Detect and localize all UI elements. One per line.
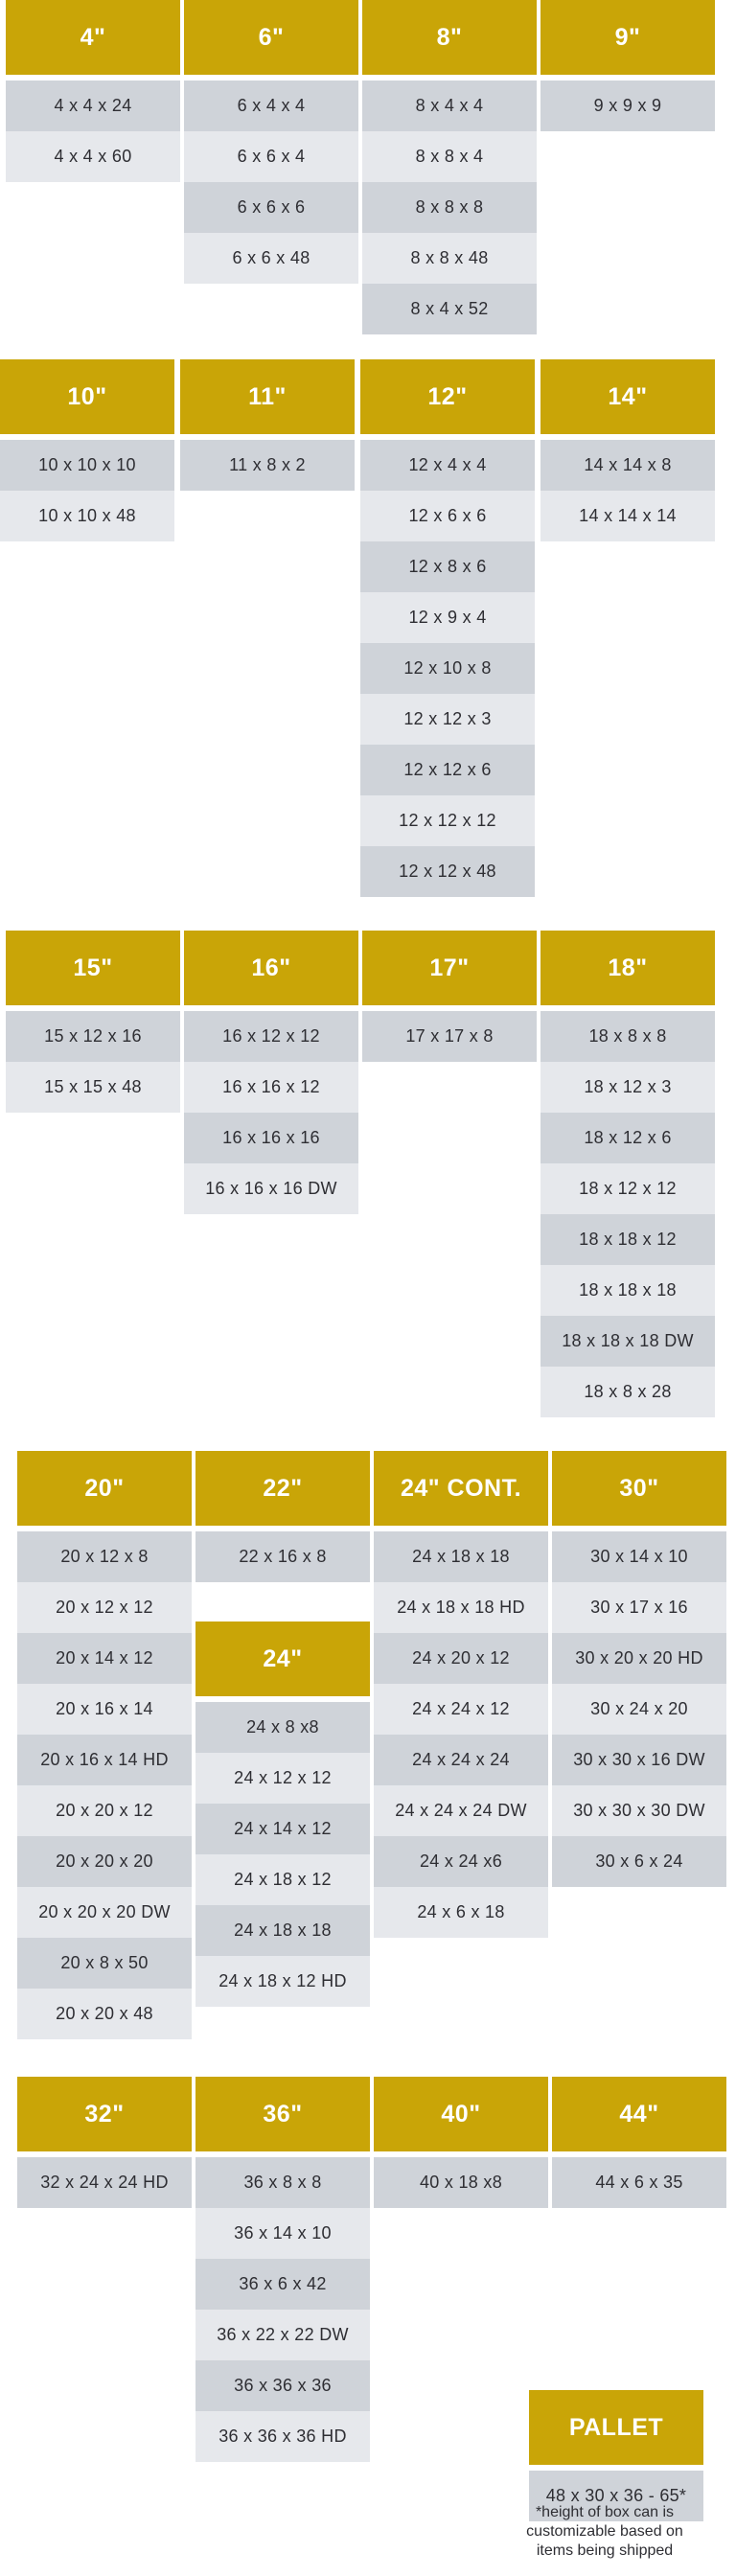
box-size-item: 18 x 12 x 12 [540, 1163, 715, 1214]
size-header: 32" [17, 2077, 192, 2151]
size-header: 8" [362, 0, 537, 75]
box-size-item: 24 x 24 x 24 [374, 1735, 548, 1785]
box-size-item: 20 x 20 x 20 DW [17, 1887, 192, 1938]
box-size-item: 24 x 18 x 12 [196, 1854, 370, 1905]
box-size-item: 15 x 15 x 48 [6, 1062, 180, 1113]
size-group-16 [184, 931, 358, 1214]
size-group-22 [196, 1451, 370, 1582]
box-size-item: 17 x 17 x 8 [362, 1011, 537, 1062]
box-size-item: 18 x 12 x 3 [540, 1062, 715, 1113]
size-header: 24" CONT. [374, 1451, 548, 1526]
box-size-item: 11 x 8 x 2 [180, 440, 355, 491]
box-size-item: 30 x 6 x 24 [552, 1836, 726, 1887]
size-header: 40" [374, 2077, 548, 2151]
box-size-item: 24 x 18 x 18 [374, 1531, 548, 1582]
size-group-44 [552, 2077, 726, 2208]
box-size-item: 30 x 20 x 20 HD [552, 1633, 726, 1684]
size-group-4 [6, 0, 180, 182]
size-group-14 [540, 359, 715, 541]
size-group-24-cont [374, 1451, 548, 1938]
box-size-item: 12 x 12 x 3 [360, 694, 535, 745]
box-size-item: 20 x 20 x 48 [17, 1989, 192, 2039]
size-header: 18" [540, 931, 715, 1005]
box-size-item: 24 x 12 x 12 [196, 1753, 370, 1804]
box-size-item: 4 x 4 x 60 [6, 131, 180, 182]
box-size-item: 30 x 24 x 20 [552, 1684, 726, 1735]
box-size-item: 48 x 30 x 36 - 65* [529, 2471, 703, 2521]
box-size-item: 12 x 12 x 6 [360, 745, 535, 795]
box-size-item: 18 x 18 x 18 DW [540, 1316, 715, 1367]
box-size-item: 24 x 18 x 12 HD [196, 1956, 370, 2007]
box-size-item: 8 x 8 x 4 [362, 131, 537, 182]
box-size-item: 14 x 14 x 8 [540, 440, 715, 491]
box-size-item: 20 x 14 x 12 [17, 1633, 192, 1684]
box-size-item: 36 x 8 x 8 [196, 2157, 370, 2208]
size-group-18 [540, 931, 715, 1417]
box-size-item: 18 x 12 x 6 [540, 1113, 715, 1163]
box-size-item: 20 x 12 x 8 [17, 1531, 192, 1582]
size-header: 10" [0, 359, 174, 434]
box-size-item: 6 x 4 x 4 [184, 80, 358, 131]
box-size-item: 8 x 4 x 4 [362, 80, 537, 131]
box-size-item: 30 x 30 x 30 DW [552, 1785, 726, 1836]
size-group-8 [362, 0, 537, 334]
size-group-15 [6, 931, 180, 1113]
box-size-item: 36 x 36 x 36 HD [196, 2411, 370, 2462]
size-header: 20" [17, 1451, 192, 1526]
box-size-item: 18 x 8 x 28 [540, 1367, 715, 1417]
box-size-item: 8 x 8 x 8 [362, 182, 537, 233]
size-group-17 [362, 931, 537, 1062]
size-group-10 [0, 359, 174, 541]
size-header: 36" [196, 2077, 370, 2151]
box-size-item: 20 x 20 x 12 [17, 1785, 192, 1836]
box-size-item: 24 x 18 x 18 HD [374, 1582, 548, 1633]
box-size-item: 30 x 14 x 10 [552, 1531, 726, 1582]
size-header: 11" [180, 359, 355, 434]
box-size-item: 8 x 4 x 52 [362, 284, 537, 334]
box-size-item: 6 x 6 x 4 [184, 131, 358, 182]
box-size-item: 36 x 6 x 42 [196, 2259, 370, 2310]
size-header: 44" [552, 2077, 726, 2151]
size-header: 30" [552, 1451, 726, 1526]
size-header: 16" [184, 931, 358, 1005]
box-size-item: 20 x 16 x 14 [17, 1684, 192, 1735]
size-header: 9" [540, 0, 715, 75]
box-size-item: 18 x 18 x 12 [540, 1214, 715, 1265]
box-size-item: 14 x 14 x 14 [540, 491, 715, 541]
size-header: 22" [196, 1451, 370, 1526]
box-size-item: 24 x 24 x6 [374, 1836, 548, 1887]
box-size-item: 36 x 36 x 36 [196, 2360, 370, 2411]
size-header: 15" [6, 931, 180, 1005]
box-size-item: 16 x 16 x 16 DW [184, 1163, 358, 1214]
box-size-item: 12 x 9 x 4 [360, 592, 535, 643]
box-size-item: 16 x 12 x 12 [184, 1011, 358, 1062]
box-size-item: 16 x 16 x 12 [184, 1062, 358, 1113]
box-size-item: 20 x 16 x 14 HD [17, 1735, 192, 1785]
size-header: 24" [196, 1622, 370, 1696]
box-size-item: 22 x 16 x 8 [196, 1531, 370, 1582]
size-group-9 [540, 0, 715, 131]
size-header: 12" [360, 359, 535, 434]
size-group-36 [196, 2077, 370, 2462]
size-group-30 [552, 1451, 726, 1887]
box-size-item: 4 x 4 x 24 [6, 80, 180, 131]
size-group-32 [17, 2077, 192, 2208]
size-group-12 [360, 359, 535, 897]
box-size-item: 12 x 12 x 12 [360, 795, 535, 846]
box-size-item: 24 x 8 x8 [196, 1702, 370, 1753]
box-size-item: 30 x 17 x 16 [552, 1582, 726, 1633]
box-size-item: 30 x 30 x 16 DW [552, 1735, 726, 1785]
size-group-20 [17, 1451, 192, 2039]
box-size-item: 12 x 12 x 48 [360, 846, 535, 897]
size-group-11 [180, 359, 355, 491]
box-size-item: 36 x 22 x 22 DW [196, 2310, 370, 2360]
box-size-item: 24 x 18 x 18 [196, 1905, 370, 1956]
box-size-item: 12 x 10 x 8 [360, 643, 535, 694]
box-size-item: 12 x 8 x 6 [360, 541, 535, 592]
box-size-item: 20 x 20 x 20 [17, 1836, 192, 1887]
box-size-item: 18 x 18 x 18 [540, 1265, 715, 1316]
footnote: *height of box can is customizable based on items being shipped [526, 2504, 683, 2559]
box-size-item: 44 x 6 x 35 [552, 2157, 726, 2208]
box-size-item: 9 x 9 x 9 [540, 80, 715, 131]
box-size-item: 36 x 14 x 10 [196, 2208, 370, 2259]
box-size-item: 24 x 24 x 12 [374, 1684, 548, 1735]
size-group-6 [184, 0, 358, 284]
size-group-40 [374, 2077, 548, 2208]
box-size-item: 15 x 12 x 16 [6, 1011, 180, 1062]
size-header: PALLET [529, 2390, 703, 2465]
box-size-item: 20 x 12 x 12 [17, 1582, 192, 1633]
box-size-item: 24 x 24 x 24 DW [374, 1785, 548, 1836]
box-size-item: 24 x 6 x 18 [374, 1887, 548, 1938]
size-group-pallet [529, 2390, 703, 2521]
size-header: 17" [362, 931, 537, 1005]
box-size-item: 24 x 20 x 12 [374, 1633, 548, 1684]
box-size-item: 12 x 4 x 4 [360, 440, 535, 491]
box-size-item: 24 x 14 x 12 [196, 1804, 370, 1854]
box-size-item: 12 x 6 x 6 [360, 491, 535, 541]
box-size-item: 8 x 8 x 48 [362, 233, 537, 284]
box-size-item: 20 x 8 x 50 [17, 1938, 192, 1989]
box-size-item: 16 x 16 x 16 [184, 1113, 358, 1163]
box-size-item: 32 x 24 x 24 HD [17, 2157, 192, 2208]
box-size-item: 10 x 10 x 48 [0, 491, 174, 541]
box-size-item: 6 x 6 x 48 [184, 233, 358, 284]
size-group-24 [196, 1622, 370, 2007]
size-header: 6" [184, 0, 358, 75]
box-size-item: 18 x 8 x 8 [540, 1011, 715, 1062]
size-header: 4" [6, 0, 180, 75]
box-size-item: 6 x 6 x 6 [184, 182, 358, 233]
box-size-item: 10 x 10 x 10 [0, 440, 174, 491]
box-size-item: 40 x 18 x8 [374, 2157, 548, 2208]
size-header: 14" [540, 359, 715, 434]
